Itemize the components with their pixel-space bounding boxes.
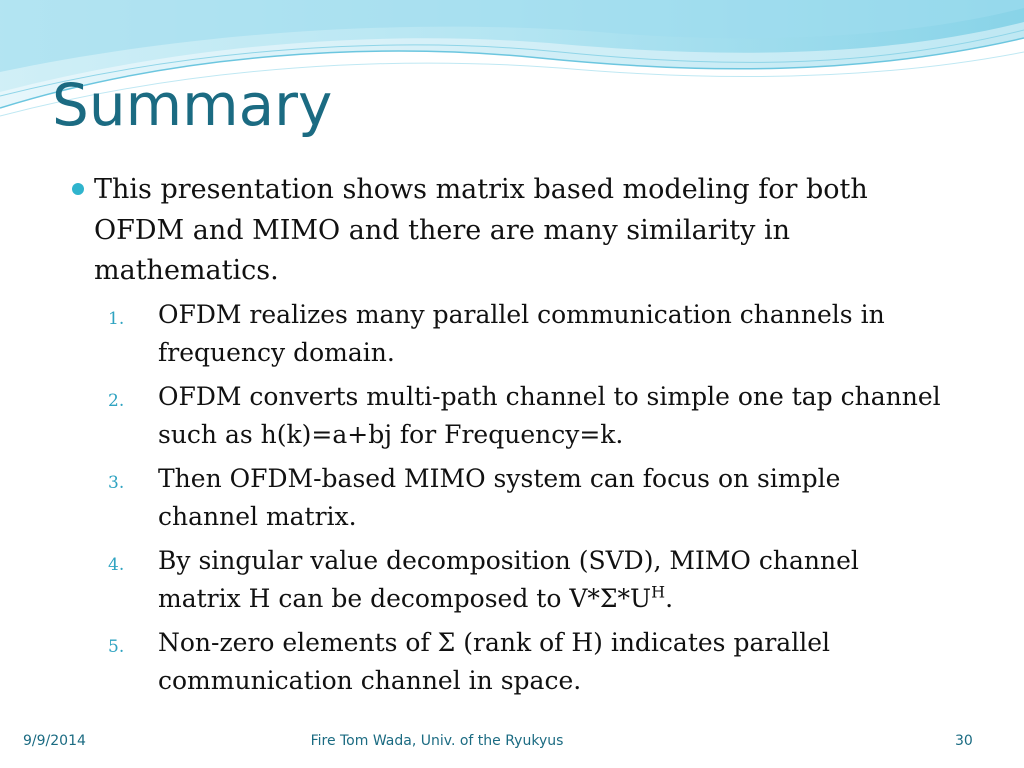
list-item-text: Non-zero elements of Σ (rank of H) indicates parallel communication channel in space.: [158, 627, 830, 695]
list-item-number: 1.: [108, 308, 125, 329]
slide-content: [72, 170, 942, 706]
main-bullet-text: This presentation shows matrix based modeling for both OFDM and MIMO and there are many similarity in mathematics.: [94, 174, 868, 286]
list-item-text: OFDM realizes many parallel communication channels in frequency domain.: [158, 299, 885, 367]
list-item-text: Then OFDM-based MIMO system can focus on simple channel matrix.: [158, 463, 841, 531]
list-item-text-wrapper: [158, 542, 942, 618]
list-item-number: 4.: [108, 554, 125, 575]
list-item-number: 2.: [108, 390, 125, 411]
numbered-list: [72, 296, 942, 700]
list-item: [108, 542, 942, 618]
list-item: [108, 460, 942, 536]
footer-date: 9/9/2014: [23, 733, 86, 749]
list-item: [108, 624, 942, 700]
footer-author: Fire Tom Wada, Univ. of the Ryukyus: [310, 733, 564, 749]
main-bullet: [72, 170, 942, 292]
superscript-h: H: [651, 582, 666, 602]
footer-page-number: 30: [955, 733, 973, 749]
list-item-tail: .: [665, 583, 674, 613]
list-item: [108, 296, 942, 372]
list-item-text: OFDM converts multi-path channel to simple one tap channel such as h(k)=a+bj for Frequency=k.: [158, 381, 941, 449]
list-item: [108, 378, 942, 454]
list-item-number: 3.: [108, 472, 125, 493]
list-item-number: 5.: [108, 636, 125, 657]
slide-title: Summary: [52, 71, 333, 139]
list-item-text: By singular value decomposition (SVD), MIMO channel matrix H can be decomposed to V*Σ*U: [158, 545, 859, 613]
bullet-dot-icon: [72, 183, 84, 195]
